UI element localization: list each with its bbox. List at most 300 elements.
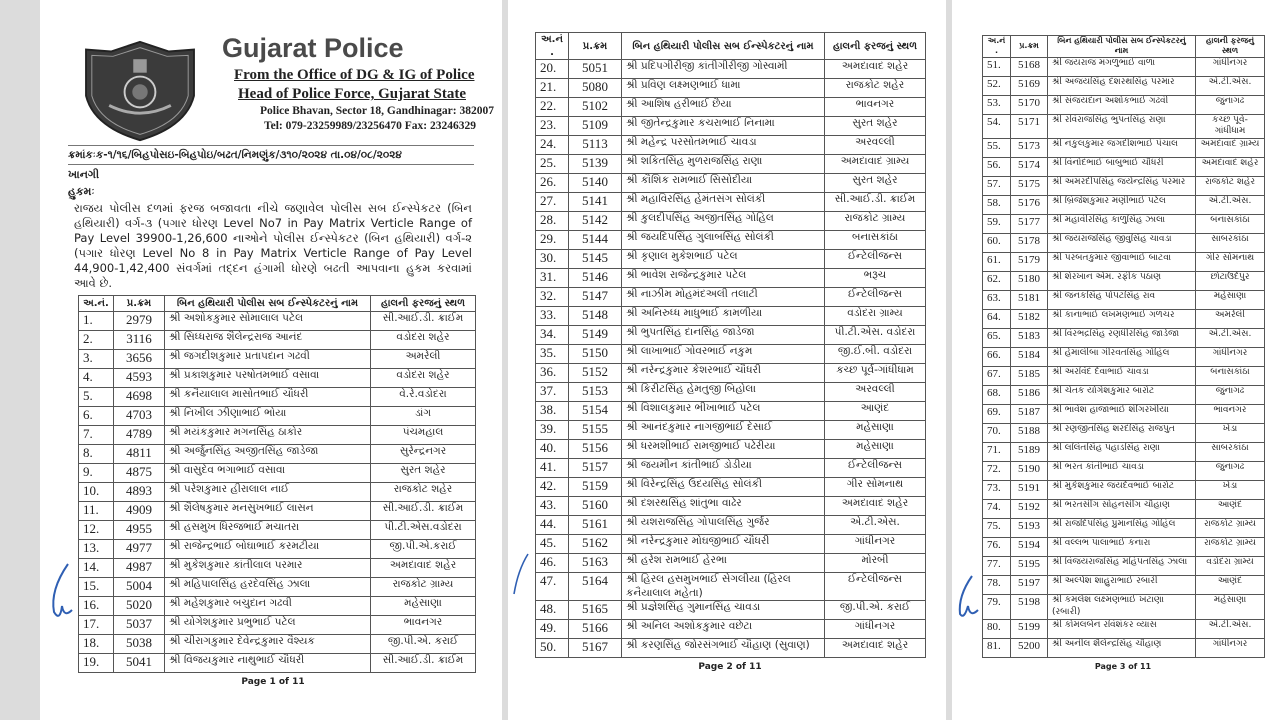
posting-location: પંચમહાલ <box>371 426 476 445</box>
serial-number: 45. <box>536 535 569 554</box>
officer-name: શ્રી અજયસિંહ દશરથસિંહ પરમાર <box>1048 76 1196 95</box>
table-row <box>983 405 1265 424</box>
officer-name: શ્રી શૈલેષકુમાર મનસુખભાઈ લાસન <box>165 502 371 521</box>
officer-name: શ્રી મહાવીરસિંહ કાળુસિંહ ઝાલા <box>1048 215 1196 234</box>
posting-location: રાજકોટ ગ્રામ્ય <box>371 578 476 597</box>
page-footer: Page 1 of 11 <box>241 677 305 687</box>
column-header: હાલની ફરજનું સ્થળ <box>1196 36 1265 58</box>
officer-name: શ્રી યશરાજસિંહ ગોપાલસિંહ ગુર્જર <box>622 516 825 535</box>
seniority-number: 5144 <box>569 231 622 250</box>
officer-name: શ્રી લલિતસિંહ પહાડસિંહ રાણા <box>1048 443 1196 462</box>
posting-location: રાજકોટ શહેર <box>825 79 926 98</box>
officer-name: શ્રી ભરત કાંતીભાઈ ચાવડા <box>1048 462 1196 481</box>
posting-location: વડોદરા શહેર <box>371 369 476 388</box>
posting-location: રાજકોટ ગ્રામ્ય <box>1196 538 1265 557</box>
column-header: પ્ર.ક્રમ <box>114 296 165 312</box>
posting-location: એ.ટી.એસ. <box>825 516 926 535</box>
posting-location: ડાંગ <box>371 407 476 426</box>
table-row <box>536 459 926 478</box>
posting-location: જુનાગઢ <box>1196 462 1265 481</box>
serial-number: 42. <box>536 478 569 497</box>
seniority-number: 4593 <box>114 369 165 388</box>
posting-location: ગાંધીનગર <box>1196 57 1265 76</box>
officer-name: શ્રી અશોકકુમાર સોમાલાલ પટેલ <box>165 312 371 331</box>
serial-number: 46. <box>536 554 569 573</box>
officer-name: શ્રી મહાવિરસિંહ હેમંતસંગ સોલંકી <box>622 193 825 212</box>
table-row <box>983 310 1265 329</box>
posting-location: અરવલ્લી <box>825 136 926 155</box>
officer-name: શ્રી યોગેશકુમાર પ્રભુભાઈ પટેલ <box>165 616 371 635</box>
serial-number: 56. <box>983 158 1011 177</box>
seniority-number: 5162 <box>569 535 622 554</box>
table-row <box>983 595 1265 619</box>
officer-name: શ્રી જયરાજ મગળુભાઈ વાળા <box>1048 57 1196 76</box>
seniority-number: 3656 <box>114 350 165 369</box>
reference-number: ક્રમાંકઃક-૧/૧૬/બિહપોસઇ-બિહપોઇ/બઢત/નિમણુંક/૩૧૦/૨૦૨૪ તા.૦૪/૦૮/૨૦૨૪ <box>68 145 474 165</box>
seniority-number: 5189 <box>1011 443 1048 462</box>
table-row <box>79 578 476 597</box>
officer-name: શ્રી કોમલબેન રવિશંકર વ્યાસ <box>1048 619 1196 638</box>
seniority-number: 5150 <box>569 345 622 364</box>
seniority-number: 5139 <box>569 155 622 174</box>
table-row <box>536 155 926 174</box>
seniority-number: 5170 <box>1011 95 1048 114</box>
serial-number: 19. <box>79 654 114 673</box>
serial-number: 58. <box>983 196 1011 215</box>
officer-name: શ્રી જયદિપસિંહ ગુલાબસિંહ સોલંકી <box>622 231 825 250</box>
column-header: અ.નં. <box>983 36 1011 58</box>
table-row <box>983 576 1265 595</box>
serial-number: 20. <box>536 60 569 79</box>
officer-name: શ્રી ચીરાગકુમાર દેવેન્દ્રકુમાર વૈશ્યક <box>165 635 371 654</box>
table-row <box>983 177 1265 196</box>
posting-location: ગાંધીનગર <box>1196 348 1265 367</box>
officer-name: શ્રી મહેશકુમાર બચુદાન ગઢવી <box>165 597 371 616</box>
serial-number: 63. <box>983 291 1011 310</box>
document-page-1 <box>40 0 502 720</box>
serial-number: 76. <box>983 538 1011 557</box>
serial-number: 32. <box>536 288 569 307</box>
officer-name: શ્રી કરણસિંહ જોરસંગભાઈ ચૌહાણ (સુવાણ) <box>622 639 825 658</box>
serial-number: 74. <box>983 500 1011 519</box>
officer-name: શ્રી આશિષ હરીભાઈ છૈયા <box>622 98 825 117</box>
officer-name: શ્રી અમરદીપસિંહ જયેન્દ્રસિંહ પરમાર <box>1048 177 1196 196</box>
posting-location: કચ્છ પૂર્વ-ગાંધીધામ <box>825 364 926 383</box>
seniority-number: 5185 <box>1011 367 1048 386</box>
table-row <box>983 57 1265 76</box>
serial-number: 17. <box>79 616 114 635</box>
table-row <box>536 497 926 516</box>
officer-name: શ્રી રણજીતસિંહ શરદસિંહ રાજપુત <box>1048 424 1196 443</box>
seniority-number: 4977 <box>114 540 165 559</box>
officer-name: શ્રી વિરેન્દ્રસિંહ ઉદયસિંહ સોલંકી <box>622 478 825 497</box>
officer-name: શ્રી નરેન્દ્રકુમાર મોઘજીભાઈ ચૌધરી <box>622 535 825 554</box>
officer-name: શ્રી નરેન્દ્રકુમાર કેશરભાઈ ચૌધરી <box>622 364 825 383</box>
seniority-number: 5155 <box>569 421 622 440</box>
table-row <box>983 329 1265 348</box>
posting-location: ગીર સોમનાથ <box>825 478 926 497</box>
table-row <box>983 139 1265 158</box>
column-header: પ્ર.ક્રમ <box>569 33 622 60</box>
officer-name: શ્રી ભરતસીંગ સોહનસીંગ ચૌહાણ <box>1048 500 1196 519</box>
promotion-table-page-3 <box>982 35 1265 658</box>
officer-name: શ્રી મુકેશકુમાર કાંતીલાલ પરમાર <box>165 559 371 578</box>
order-text: રાજય પોલીસ દળમાં ફરજ બજાવતા નીચે જણાવેલ પોલીસ સબ ઈન્સ્પેકટર (બિન હથિયારી) વર્ગ-૩ (પગાર ધોરણ Level No7 in Pay Matrix Verticle Range of Pay Level 39900-1,26,600 નાઓને પોલીસ ઈન્સ્પેકટર (બિન હથિયારી) વર્ગ-૨ (પગાર ધોરણ Level No 8 in Pay Matrix Verticle Range of Pay Level 44,900-1,42,400 સંવર્ગમાં તદ્દન હંગામી ધોરણે બઢતી આપવાના હુકમ કરવામાં આવે છે. <box>74 201 472 290</box>
table-row <box>536 402 926 421</box>
officer-name: શ્રી અર્જુનસિંહ અજીતસિંહ જાડેજા <box>165 445 371 464</box>
officer-name: શ્રી કિરીટસિંહ હેમતુજી બિહોલા <box>622 383 825 402</box>
seniority-number: 4893 <box>114 483 165 502</box>
table-row <box>79 312 476 331</box>
seniority-number: 5194 <box>1011 538 1048 557</box>
posting-location: સી.આઈ.ડી. ક્રાઈમ <box>825 193 926 212</box>
officer-name: શ્રી જગદીશકુમાર પ્રતાપદાન ગઢવી <box>165 350 371 369</box>
seniority-number: 4811 <box>114 445 165 464</box>
table-row <box>983 253 1265 272</box>
serial-number: 81. <box>983 638 1011 657</box>
serial-number: 7. <box>79 426 114 445</box>
seniority-number: 5147 <box>569 288 622 307</box>
seniority-number: 4875 <box>114 464 165 483</box>
table-row <box>536 364 926 383</box>
officer-name: શ્રી કાનાભાઈ લખમણભાઈ ગળચર <box>1048 310 1196 329</box>
posting-location: અમરેલી <box>1196 310 1265 329</box>
seniority-number: 5191 <box>1011 481 1048 500</box>
seniority-number: 5141 <box>569 193 622 212</box>
table-row <box>983 638 1265 657</box>
serial-number: 28. <box>536 212 569 231</box>
officer-name: શ્રી વિશાલકુમાર ભીખાભાઈ પટેલ <box>622 402 825 421</box>
posting-location: સુરત શહેર <box>825 174 926 193</box>
serial-number: 60. <box>983 234 1011 253</box>
table-row <box>983 619 1265 638</box>
page-footer: Page 3 of 11 <box>1094 661 1152 671</box>
officer-name: શ્રી જનકસિંહ પોપટસિંહ રાવ <box>1048 291 1196 310</box>
seniority-number: 5190 <box>1011 462 1048 481</box>
table-row <box>79 540 476 559</box>
table-row <box>536 79 926 98</box>
seniority-number: 5175 <box>1011 177 1048 196</box>
officer-name: શ્રી હરેશ રામભાઈ હેરભા <box>622 554 825 573</box>
serial-number: 4. <box>79 369 114 388</box>
serial-number: 61. <box>983 253 1011 272</box>
seniority-number: 5148 <box>569 307 622 326</box>
seniority-number: 5197 <box>1011 576 1048 595</box>
posting-location: આણંદ <box>1196 576 1265 595</box>
posting-location: જી.પી.એ.કરાઈ <box>371 540 476 559</box>
seniority-number: 5186 <box>1011 386 1048 405</box>
officer-name: શ્રી મયંકકુમાર મગનસિંહ ઠાકોર <box>165 426 371 445</box>
serial-number: 48. <box>536 601 569 620</box>
seniority-number: 5193 <box>1011 519 1048 538</box>
serial-number: 11. <box>79 502 114 521</box>
table-row <box>983 348 1265 367</box>
seniority-number: 4698 <box>114 388 165 407</box>
serial-number: 13. <box>79 540 114 559</box>
seniority-number: 5163 <box>569 554 622 573</box>
column-header: પ્ર.ક્રમ <box>1011 36 1048 58</box>
posting-location: વડોદરા ગ્રામ્ય <box>1196 557 1265 576</box>
officer-name: શ્રી અલ્પેશ શાહુરાભાઈ રબારી <box>1048 576 1196 595</box>
serial-number: 53. <box>983 95 1011 114</box>
officer-name: શ્રી વાસુદેવ ભગાભાઈ વસાવા <box>165 464 371 483</box>
officer-name: શ્રી દશરથસિંહ શાંતુભા વાઢેર <box>622 497 825 516</box>
officer-name: શ્રી રાજદિપસિંહ પ્રુમાનસિંહ ગોહિલ <box>1048 519 1196 538</box>
posting-location: ખેડા <box>1196 424 1265 443</box>
table-row <box>536 478 926 497</box>
serial-number: 22. <box>536 98 569 117</box>
posting-location: અમદાવાદ શહેર <box>1196 158 1265 177</box>
officer-name: શ્રી જયમીન કાંતીભાઈ ડોડીયા <box>622 459 825 478</box>
table-row <box>536 535 926 554</box>
seniority-number: 5199 <box>1011 619 1048 638</box>
serial-number: 51. <box>983 57 1011 76</box>
posting-location: ખેડા <box>1196 481 1265 500</box>
posting-location: અમદાવાદ શહેર <box>371 559 476 578</box>
serial-number: 43. <box>536 497 569 516</box>
seniority-number: 2979 <box>114 312 165 331</box>
seniority-number: 5169 <box>1011 76 1048 95</box>
serial-number: 23. <box>536 117 569 136</box>
serial-number: 59. <box>983 215 1011 234</box>
posting-location: જી.પી.એ. કરાઈ <box>371 635 476 654</box>
serial-number: 68. <box>983 386 1011 405</box>
officer-name: શ્રી અરવિંદ દેવાભાઈ ચાવડા <box>1048 367 1196 386</box>
table-row <box>536 639 926 658</box>
table-row <box>536 193 926 212</box>
table-row <box>79 483 476 502</box>
seniority-number: 4955 <box>114 521 165 540</box>
officer-name: શ્રી અનિલ અશોકકુમાર વછેટા <box>622 620 825 639</box>
serial-number: 75. <box>983 519 1011 538</box>
table-row <box>536 136 926 155</box>
seniority-number: 5038 <box>114 635 165 654</box>
confidential-label: ખાનગી <box>68 168 100 181</box>
serial-number: 62. <box>983 272 1011 291</box>
officer-name: શ્રી કમલેશ લક્ષ્મણભાઈ ખટાણા (રબારી) <box>1048 595 1196 619</box>
table-row <box>536 307 926 326</box>
serial-number: 52. <box>983 76 1011 95</box>
table-row <box>79 616 476 635</box>
posting-location: ગીર સોમનાથ <box>1196 253 1265 272</box>
table-row <box>536 250 926 269</box>
seniority-number: 5171 <box>1011 114 1048 138</box>
table-row <box>79 426 476 445</box>
serial-number: 80. <box>983 619 1011 638</box>
serial-number: 37. <box>536 383 569 402</box>
table-header-row <box>983 36 1265 58</box>
posting-location: જુનાગઢ <box>1196 386 1265 405</box>
posting-location: મહેસાણા <box>825 421 926 440</box>
column-header: અ.નં. <box>79 296 114 312</box>
seniority-number: 4703 <box>114 407 165 426</box>
officer-name: શ્રી સિધ્ધરાજ શૈલેન્દ્રરાજ આનંદ <box>165 331 371 350</box>
serial-number: 78. <box>983 576 1011 595</box>
serial-number: 6. <box>79 407 114 426</box>
seniority-number: 5140 <box>569 174 622 193</box>
posting-location: ભાવનગર <box>1196 405 1265 424</box>
seniority-number: 5146 <box>569 269 622 288</box>
signature-mark <box>954 570 980 630</box>
table-row <box>983 272 1265 291</box>
table-row <box>983 196 1265 215</box>
posting-location: સાબરકાંઠા <box>1196 234 1265 253</box>
officer-name: શ્રી પ્રકાશકુમાર પરષોતમભાઈ વસાવા <box>165 369 371 388</box>
posting-location: છોટાઉદેપુર <box>1196 272 1265 291</box>
page-1-body <box>68 145 478 687</box>
seniority-number: 5192 <box>1011 500 1048 519</box>
seniority-number: 5200 <box>1011 638 1048 657</box>
posting-location: અમદાવાદ ગ્રામ્ય <box>1196 139 1265 158</box>
table-row <box>536 212 926 231</box>
seniority-number: 5176 <box>1011 196 1048 215</box>
seniority-number: 5020 <box>114 597 165 616</box>
officer-name: શ્રી ભાવેશ હાજાભાઈ શીંગરખીયા <box>1048 405 1196 424</box>
letterhead-office: From the Office of DG & IG of Police <box>234 67 475 83</box>
serial-number: 14. <box>79 559 114 578</box>
posting-location: અમરેલી <box>371 350 476 369</box>
seniority-number: 5180 <box>1011 272 1048 291</box>
table-row <box>536 117 926 136</box>
signature-mark <box>44 560 74 630</box>
officer-name: શ્રી વિજયકુમાર નાથુભાઈ ચૌધરી <box>165 654 371 673</box>
officer-name: શ્રી બ્રિજેશકુમાર મણીભાઈ પટેલ <box>1048 196 1196 215</box>
serial-number: 27. <box>536 193 569 212</box>
seniority-number: 5178 <box>1011 234 1048 253</box>
table-row <box>536 326 926 345</box>
table-row <box>79 635 476 654</box>
posting-location: મહેસાણા <box>1196 291 1265 310</box>
seniority-number: 5174 <box>1011 158 1048 177</box>
serial-number: 10. <box>79 483 114 502</box>
seniority-number: 5149 <box>569 326 622 345</box>
posting-location: સુરત શહેર <box>825 117 926 136</box>
officer-name: શ્રી નિખીલ ઝીણાભાઈ ભોયા <box>165 407 371 426</box>
officer-name: શ્રી કુલદીપસિંહ અજીતસિંહ ગોહિલ <box>622 212 825 231</box>
serial-number: 41. <box>536 459 569 478</box>
letterhead-contact: Tel: 079-23259989/23256470 Fax: 23246329 <box>264 120 476 132</box>
table-row <box>983 95 1265 114</box>
serial-number: 64. <box>983 310 1011 329</box>
seniority-number: 5198 <box>1011 595 1048 619</box>
column-header: બિન હથિયારી પોલીસ સબ ઈન્સ્પેકટરનું નામ <box>1048 36 1196 58</box>
officer-name: શ્રી કૃણાલ મુકેશભાઈ પટેલ <box>622 250 825 269</box>
table-row <box>983 538 1265 557</box>
serial-number: 77. <box>983 557 1011 576</box>
serial-number: 65. <box>983 329 1011 348</box>
posting-location: કચ્છ પૂર્વ-ગાંધીધામ <box>1196 114 1265 138</box>
gujarat-police-logo <box>78 38 202 144</box>
serial-number: 50. <box>536 639 569 658</box>
officer-name: શ્રી કનૈયાલાલ માસોતભાઈ ચૌધરી <box>165 388 371 407</box>
officer-name: શ્રી અનિરુધ્ધ માધુભાઈ કામળીયા <box>622 307 825 326</box>
table-row <box>983 386 1265 405</box>
posting-location: અમદાવાદ શહેર <box>825 497 926 516</box>
seniority-number: 5184 <box>1011 348 1048 367</box>
serial-number: 35. <box>536 345 569 364</box>
seniority-number: 5154 <box>569 402 622 421</box>
posting-location: સી.આઈ.ડી. ક્રાઈમ <box>371 312 476 331</box>
posting-location: ગાંધીનગર <box>825 620 926 639</box>
posting-location: સાબરકાંઠા <box>1196 443 1265 462</box>
posting-location: વડોદરા શહેર <box>371 331 476 350</box>
table-row <box>983 519 1265 538</box>
posting-location: ઈન્ટેલીજન્સ <box>825 459 926 478</box>
table-row <box>536 601 926 620</box>
seniority-number: 5102 <box>569 98 622 117</box>
seniority-number: 5160 <box>569 497 622 516</box>
table-row <box>983 76 1265 95</box>
officer-name: શ્રી આનંદકુમાર નાગજીભાઈ દેસાઈ <box>622 421 825 440</box>
posting-location: વે.રે.વડોદરા <box>371 388 476 407</box>
posting-location: એ.ટી.એસ. <box>1196 619 1265 638</box>
letterhead-head: Head of Police Force, Gujarat State <box>238 86 466 102</box>
seniority-number: 5177 <box>1011 215 1048 234</box>
seniority-number: 5113 <box>569 136 622 155</box>
seniority-number: 5165 <box>569 601 622 620</box>
serial-number: 55. <box>983 139 1011 158</box>
promotion-table-page-1 <box>78 295 476 673</box>
posting-location: બનાસકાંઠા <box>1196 367 1265 386</box>
table-row <box>536 288 926 307</box>
officer-name: શ્રી હિરલ હસમુખભાઈ સેગલીયા (હિરલ કનૈયાલાલ મહેતા) <box>622 573 825 601</box>
posting-location: આણંદ <box>825 402 926 421</box>
posting-location: ઈન્ટેલીજન્સ <box>825 288 926 307</box>
seniority-number: 5183 <box>1011 329 1048 348</box>
serial-number: 54. <box>983 114 1011 138</box>
posting-location: રાજકોટ ગ્રામ્ય <box>825 212 926 231</box>
serial-number: 26. <box>536 174 569 193</box>
officer-name: શ્રી ભુપતસિંહ દાનસિંહ જાડેજા <box>622 326 825 345</box>
seniority-number: 5167 <box>569 639 622 658</box>
posting-location: મહેસાણા <box>1196 595 1265 619</box>
posting-location: અમદાવાદ શહેર <box>825 60 926 79</box>
letterhead-address: Police Bhavan, Sector 18, Gandhinagar: 382007 <box>260 105 494 117</box>
seniority-number: 5152 <box>569 364 622 383</box>
table-row <box>536 98 926 117</box>
serial-number: 29. <box>536 231 569 250</box>
seniority-number: 5164 <box>569 573 622 601</box>
seniority-number: 4987 <box>114 559 165 578</box>
serial-number: 30. <box>536 250 569 269</box>
posting-location: અમદાવાદ ગ્રામ્ય <box>825 155 926 174</box>
table-row <box>79 369 476 388</box>
officer-name: શ્રી પરેશકુમાર હીરાલાલ નાઈ <box>165 483 371 502</box>
table-row <box>79 407 476 426</box>
serial-number: 31. <box>536 269 569 288</box>
serial-number: 12. <box>79 521 114 540</box>
table-header-row <box>536 33 926 60</box>
posting-location: ગાંધીનગર <box>825 535 926 554</box>
seniority-number: 5004 <box>114 578 165 597</box>
seniority-number: 5153 <box>569 383 622 402</box>
officer-name: શ્રી વિજયરાજસિંહ મહિપતસિંહ ઝાલા <box>1048 557 1196 576</box>
officer-name: શ્રી ચેતક યોગેશકુમાર બારોટ <box>1048 386 1196 405</box>
seniority-number: 5142 <box>569 212 622 231</box>
seniority-number: 5159 <box>569 478 622 497</box>
serial-number: 71. <box>983 443 1011 462</box>
seniority-number: 5145 <box>569 250 622 269</box>
serial-number: 33. <box>536 307 569 326</box>
serial-number: 24. <box>536 136 569 155</box>
officer-name: શ્રી કૌશિક રામભાઈ સિસોદીયા <box>622 174 825 193</box>
seniority-number: 5187 <box>1011 405 1048 424</box>
serial-number: 15. <box>79 578 114 597</box>
serial-number: 2. <box>79 331 114 350</box>
posting-location: ભરૂચ <box>825 269 926 288</box>
officer-name: શ્રી રાજેન્દ્રભાઈ બોઘાભાઈ કરમટીયા <box>165 540 371 559</box>
serial-number: 73. <box>983 481 1011 500</box>
